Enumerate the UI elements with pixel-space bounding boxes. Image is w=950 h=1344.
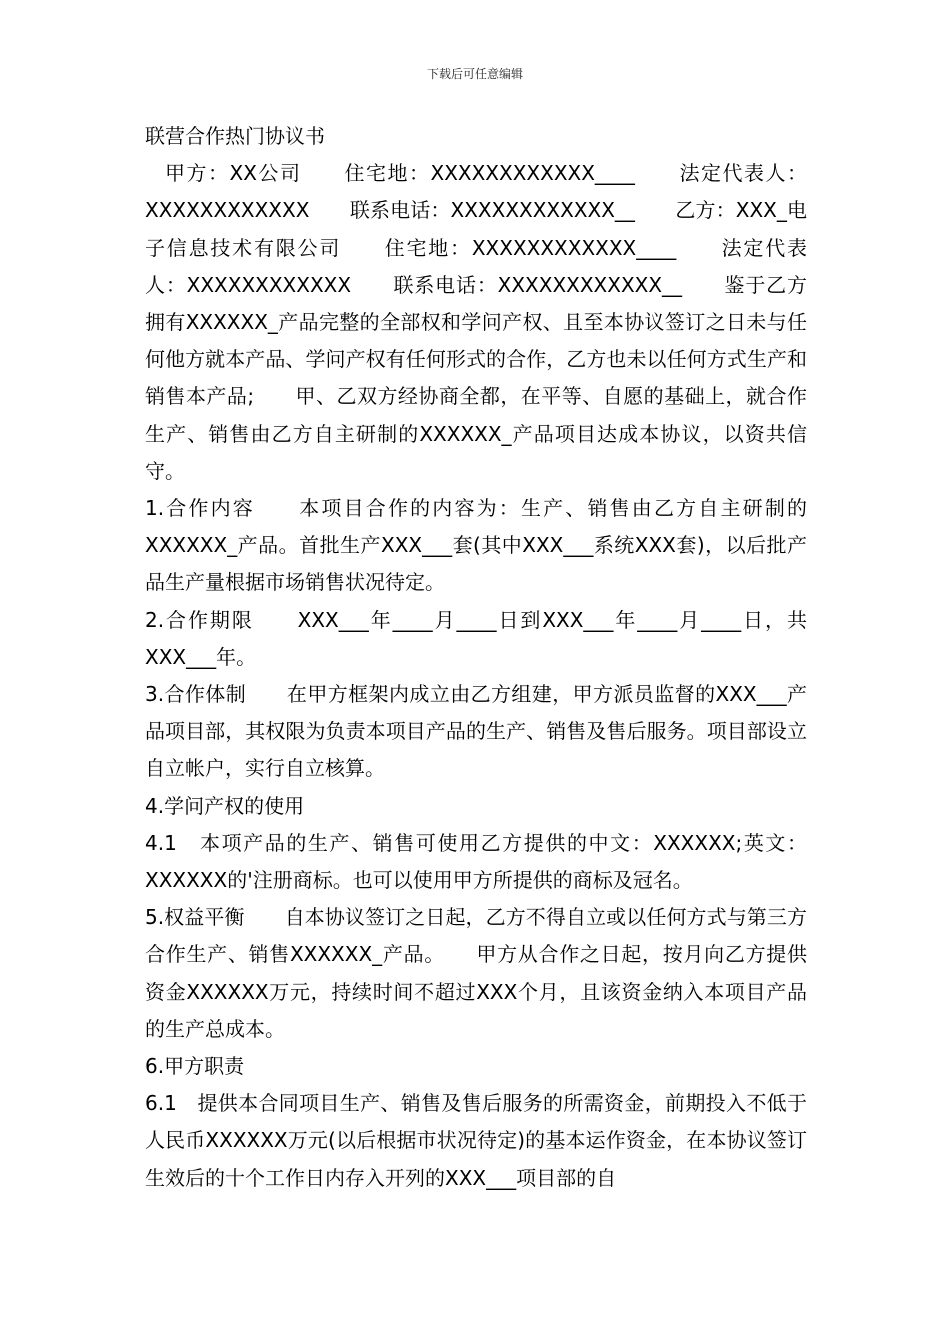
preamble-paragraph: 甲方：XX公司 住宅地：XXXXXXXXXXXX____ 法定代表人：XXXXXXXXXXXX 联系电话：XXXXXXXXXXXX__ 乙方：XXX_电子信息技术有限公司 住宅地：XXXXXXXXXXXX____ 法定代表人：XXXXXXXXXXXX 联系电话：XXXXXXXXXXXX__ 鉴于乙方拥有XXXXXX_产品完整的全部权和学问产权、且至本协议签订之日未与任何他方就本产品、学问产权有任何形式的合作，乙方也未以任何方式生产和销售本产品; 甲、乙双方经协商全都，在平等、自愿的基础上，就合作生产、销售由乙方自主研制的XXXXXX_产品项目达成本协议，以资共信守。: [145, 161, 807, 483]
section-2-cooperation-period: 2.合作期限 XXX___年____月____日到XXX___年____月____日，共XXX___年。: [145, 607, 807, 669]
document-title: 联营合作热门协议书: [145, 124, 325, 148]
section-3-cooperation-system: 3.合作体制 在甲方框架内成立由乙方组建，甲方派员监督的XXX___产品项目部，其权限为负责本项目产品的生产、销售及售后服务。项目部设立自立帐户，实行自立核算。: [145, 682, 807, 781]
section-4-ip-usage: 4.学问产权的使用: [145, 793, 305, 818]
section-6-party-a-duties: 6.甲方职责: [145, 1054, 245, 1079]
section-4-1-trademark: 4.1 本项产品的生产、销售可使用乙方提供的中文：XXXXXX;英文：XXXXXX的'注册商标。也可以使用甲方所提供的商标及冠名。: [145, 830, 807, 893]
section-5-rights-balance: 5.权益平衡 自本协议签订之日起，乙方不得自立或以任何方式与第三方合作生产、销售XXXXXX_产品。 甲方从合作之日起，按月向乙方提供资金XXXXXX万元，持续时间不超过XXX个月，且该资金纳入本项目产品的生产总成本。: [145, 905, 807, 1041]
document-body: [145, 118, 807, 1197]
section-6-1-funding: 6.1 提供本合同项目生产、销售及售后服务的所需资金，前期投入不低于人民币XXXXXX万元(以后根据市状况待定)的基本运作资金，在本协议签订生效后的十个工作日内存入开列的XXX___项目部的自: [145, 1091, 807, 1190]
section-1-cooperation-content: 1.合作内容 本项目合作的内容为：生产、销售由乙方自主研制的XXXXXX_产品。首批生产XXX___套(其中XXX___系统XXX套)，以后批产品生产量根据市场销售状况待定。: [145, 496, 807, 595]
page-header: 下载后可任意编辑: [426, 67, 523, 81]
